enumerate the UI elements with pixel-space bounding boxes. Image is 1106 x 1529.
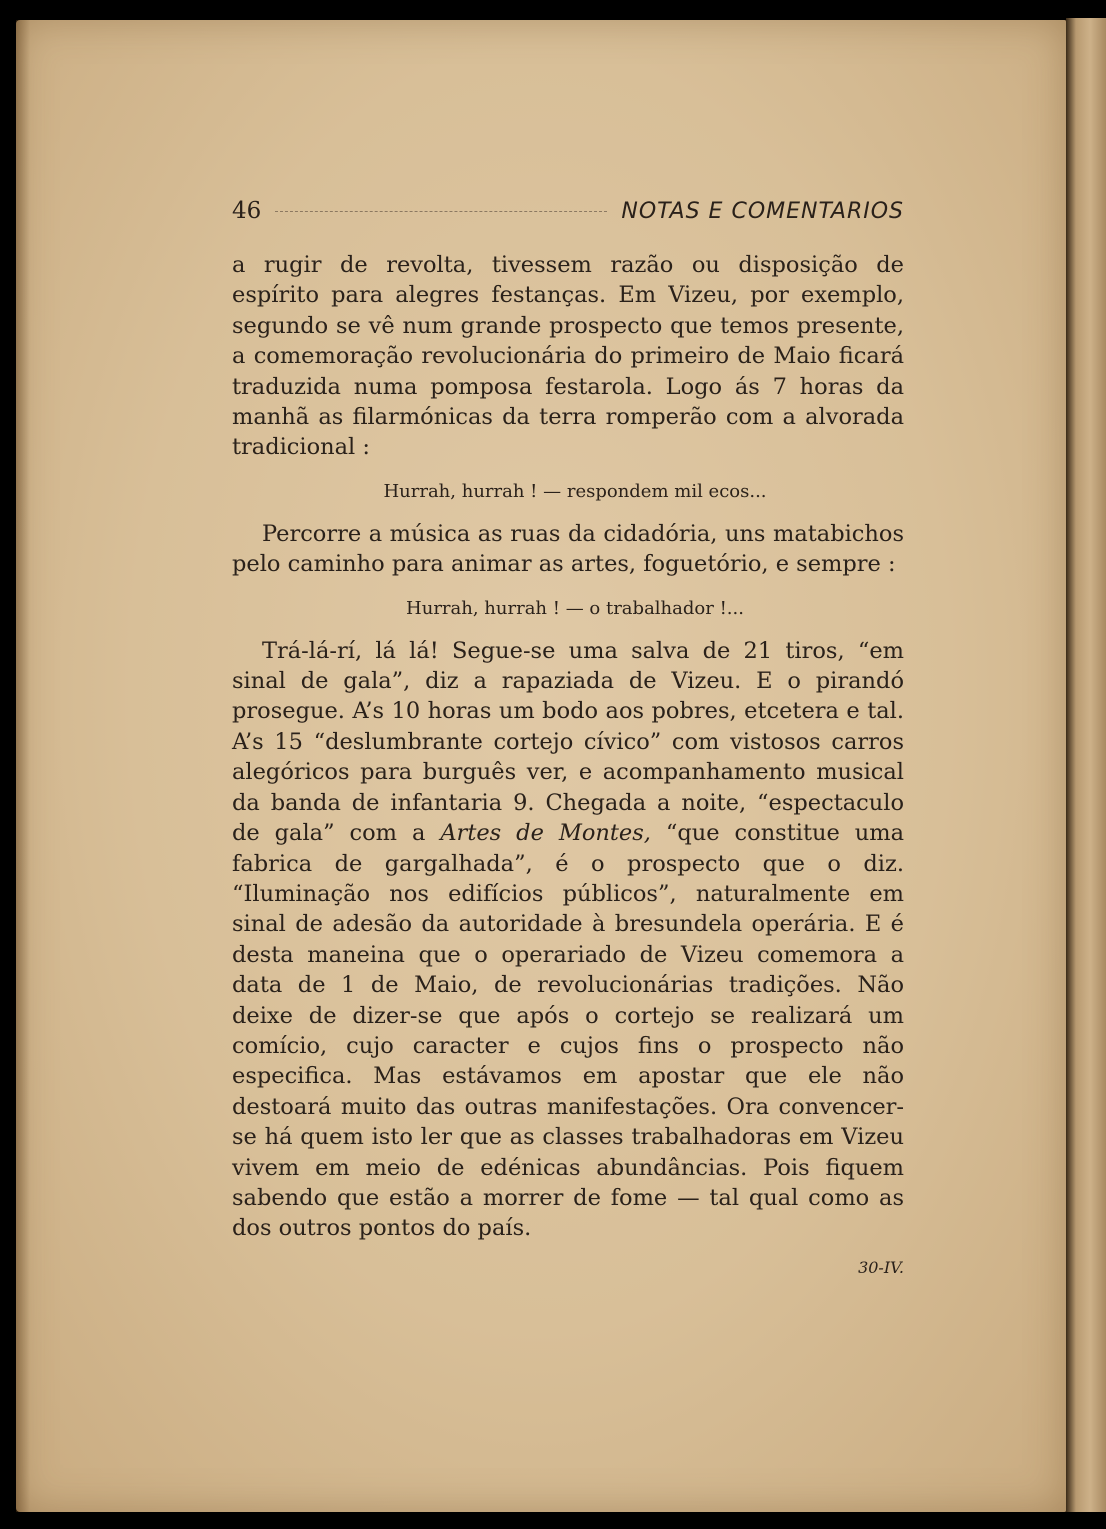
header-rule (275, 211, 607, 212)
play-title: Artes de Montes, (440, 820, 651, 847)
text-block (232, 194, 904, 1278)
paragraph-1: a rugir de revolta, tivessem razão ou disposição de espírito para alegres festanças. Em Vizeu, por exemplo, segundo se vê num grande prospecto que temos presente, a comemoração revolucionária do primeiro de Maio ficará traduzida numa pomposa festarola. Logo ás 7 horas da manhã as filarmónicas da terra romperão com a alvorada tradicional : (232, 252, 904, 461)
paragraph-3-text-b: “que constitue uma fabrica de gargalhada”, é o prospecto que o diz. “Iluminação nos edifícios públicos”, naturalmente em sinal de adesão da autoridade à bresundela operária. E é desta maneina que o operariado de Vizeu comemora a data de 1 de Maio, de revolucionárias tradições. Não deixe de dizer-se que após o cortejo se realizará um comício, cujo caracter e cujos fins o prospecto não especifica. Mas estávamos em apostar que ele não destoará muito das outras manifestações. Ora convencer-se há quem isto ler que as classes trabalhadoras em Vizeu vivem em meio de edénicas abundâncias. Pois fiquem sabendo que estão a morrer de fome — tal qual como as dos outros pontos do país. (232, 820, 904, 1242)
running-header (232, 194, 904, 228)
verse-quote-2: Hurrah, hurrah ! — o trabalhador !... (406, 597, 744, 619)
adjacent-page-edge (1066, 18, 1106, 1512)
paragraph-2: Percorre a música as ruas da cidadória, uns matabichos pelo caminho para animar as artes, foguetório, e sempre : (232, 520, 904, 578)
running-title: NOTAS E COMENTARIOS (621, 198, 904, 224)
date-signature: 30-IV. (858, 1257, 904, 1277)
verse-quote-1: Hurrah, hurrah ! — respondem mil ecos... (383, 480, 767, 502)
page-number: 46 (232, 198, 262, 224)
paragraph-3-text-a: Trá-lá-rí, lá lá! Segue-se uma salva de 21 tiros, “em sinal de gala”, diz a rapaziada de Vizeu. E o pirandó prosegue. A’s 10 horas um bodo aos pobres, etcetera e tal. A’s 15 “deslumbrante cortejo cívico” com vistosos carros alegóricos para burguês ver, e acompanhamento musical da banda de infantaria 9. Chegada a noite, “espectaculo de gala” com a (232, 637, 904, 847)
paragraph-3 (232, 636, 904, 1244)
